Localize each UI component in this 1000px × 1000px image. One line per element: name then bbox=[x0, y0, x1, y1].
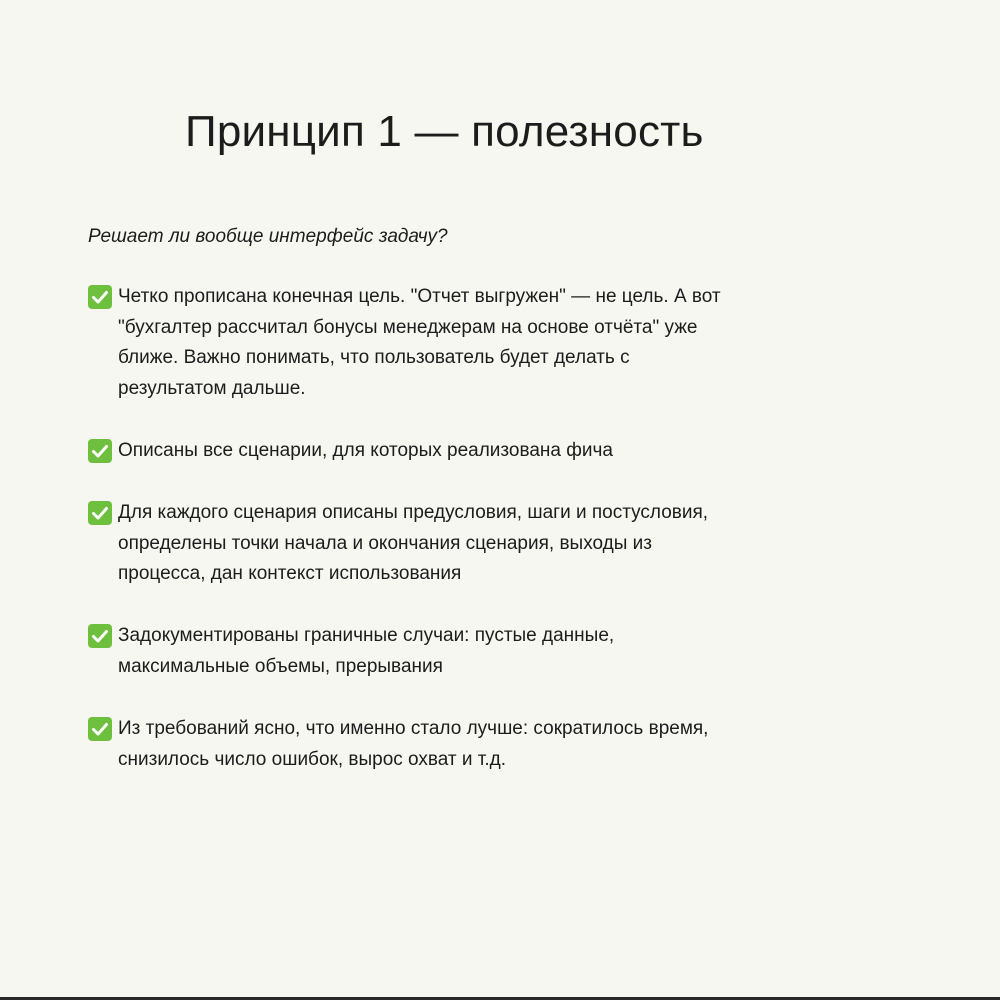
text-line: Из требований ясно, что именно стало лучше: сократилось время, bbox=[118, 718, 709, 739]
checklist-item-text bbox=[118, 714, 888, 775]
text-line: процесса, дан контекст использования bbox=[118, 563, 462, 584]
checklist-item-text bbox=[118, 436, 888, 467]
checklist-item bbox=[88, 436, 888, 467]
text-line: Для каждого сценария описаны предусловия, шаги и постусловия, bbox=[118, 502, 709, 523]
text-line: определены точки начала и окончания сценария, выходы из bbox=[118, 532, 652, 554]
text-line: результатом дальше. bbox=[118, 377, 306, 399]
checklist-item-text bbox=[118, 498, 888, 590]
text-line: снизилось число ошибок, вырос охват и т.д. bbox=[118, 748, 507, 770]
check-mark-icon bbox=[88, 501, 112, 525]
text-line: Задокументированы граничные случаи: пустые данные, bbox=[118, 625, 615, 646]
checklist-item bbox=[88, 714, 888, 775]
checklist-item-text bbox=[118, 621, 888, 682]
checklist-item bbox=[88, 498, 888, 590]
text-line: "бухгалтер рассчитал бонусы менеджерам на основе отчёта" уже bbox=[118, 316, 698, 338]
checklist-item bbox=[88, 282, 888, 404]
text-line: Четко прописана конечная цель. "Отчет выгружен" — не цель. А вот bbox=[118, 286, 721, 307]
check-mark-icon bbox=[88, 285, 112, 309]
checklist-item-text bbox=[118, 282, 888, 404]
check-mark-icon bbox=[88, 624, 112, 648]
text-line: максимальные объемы, прерывания bbox=[118, 655, 443, 677]
check-mark-icon bbox=[88, 439, 112, 463]
page-title: Принцип 1 — полезность bbox=[185, 107, 704, 156]
subtitle-question: Решает ли вообще интерфейс задачу? bbox=[88, 226, 448, 247]
check-mark-icon bbox=[88, 717, 112, 741]
text-line: ближе. Важно понимать, что пользователь будет делать с bbox=[118, 347, 630, 368]
checklist-item bbox=[88, 621, 888, 682]
text-line: Описаны все сценарии, для которых реализована фича bbox=[118, 440, 613, 461]
